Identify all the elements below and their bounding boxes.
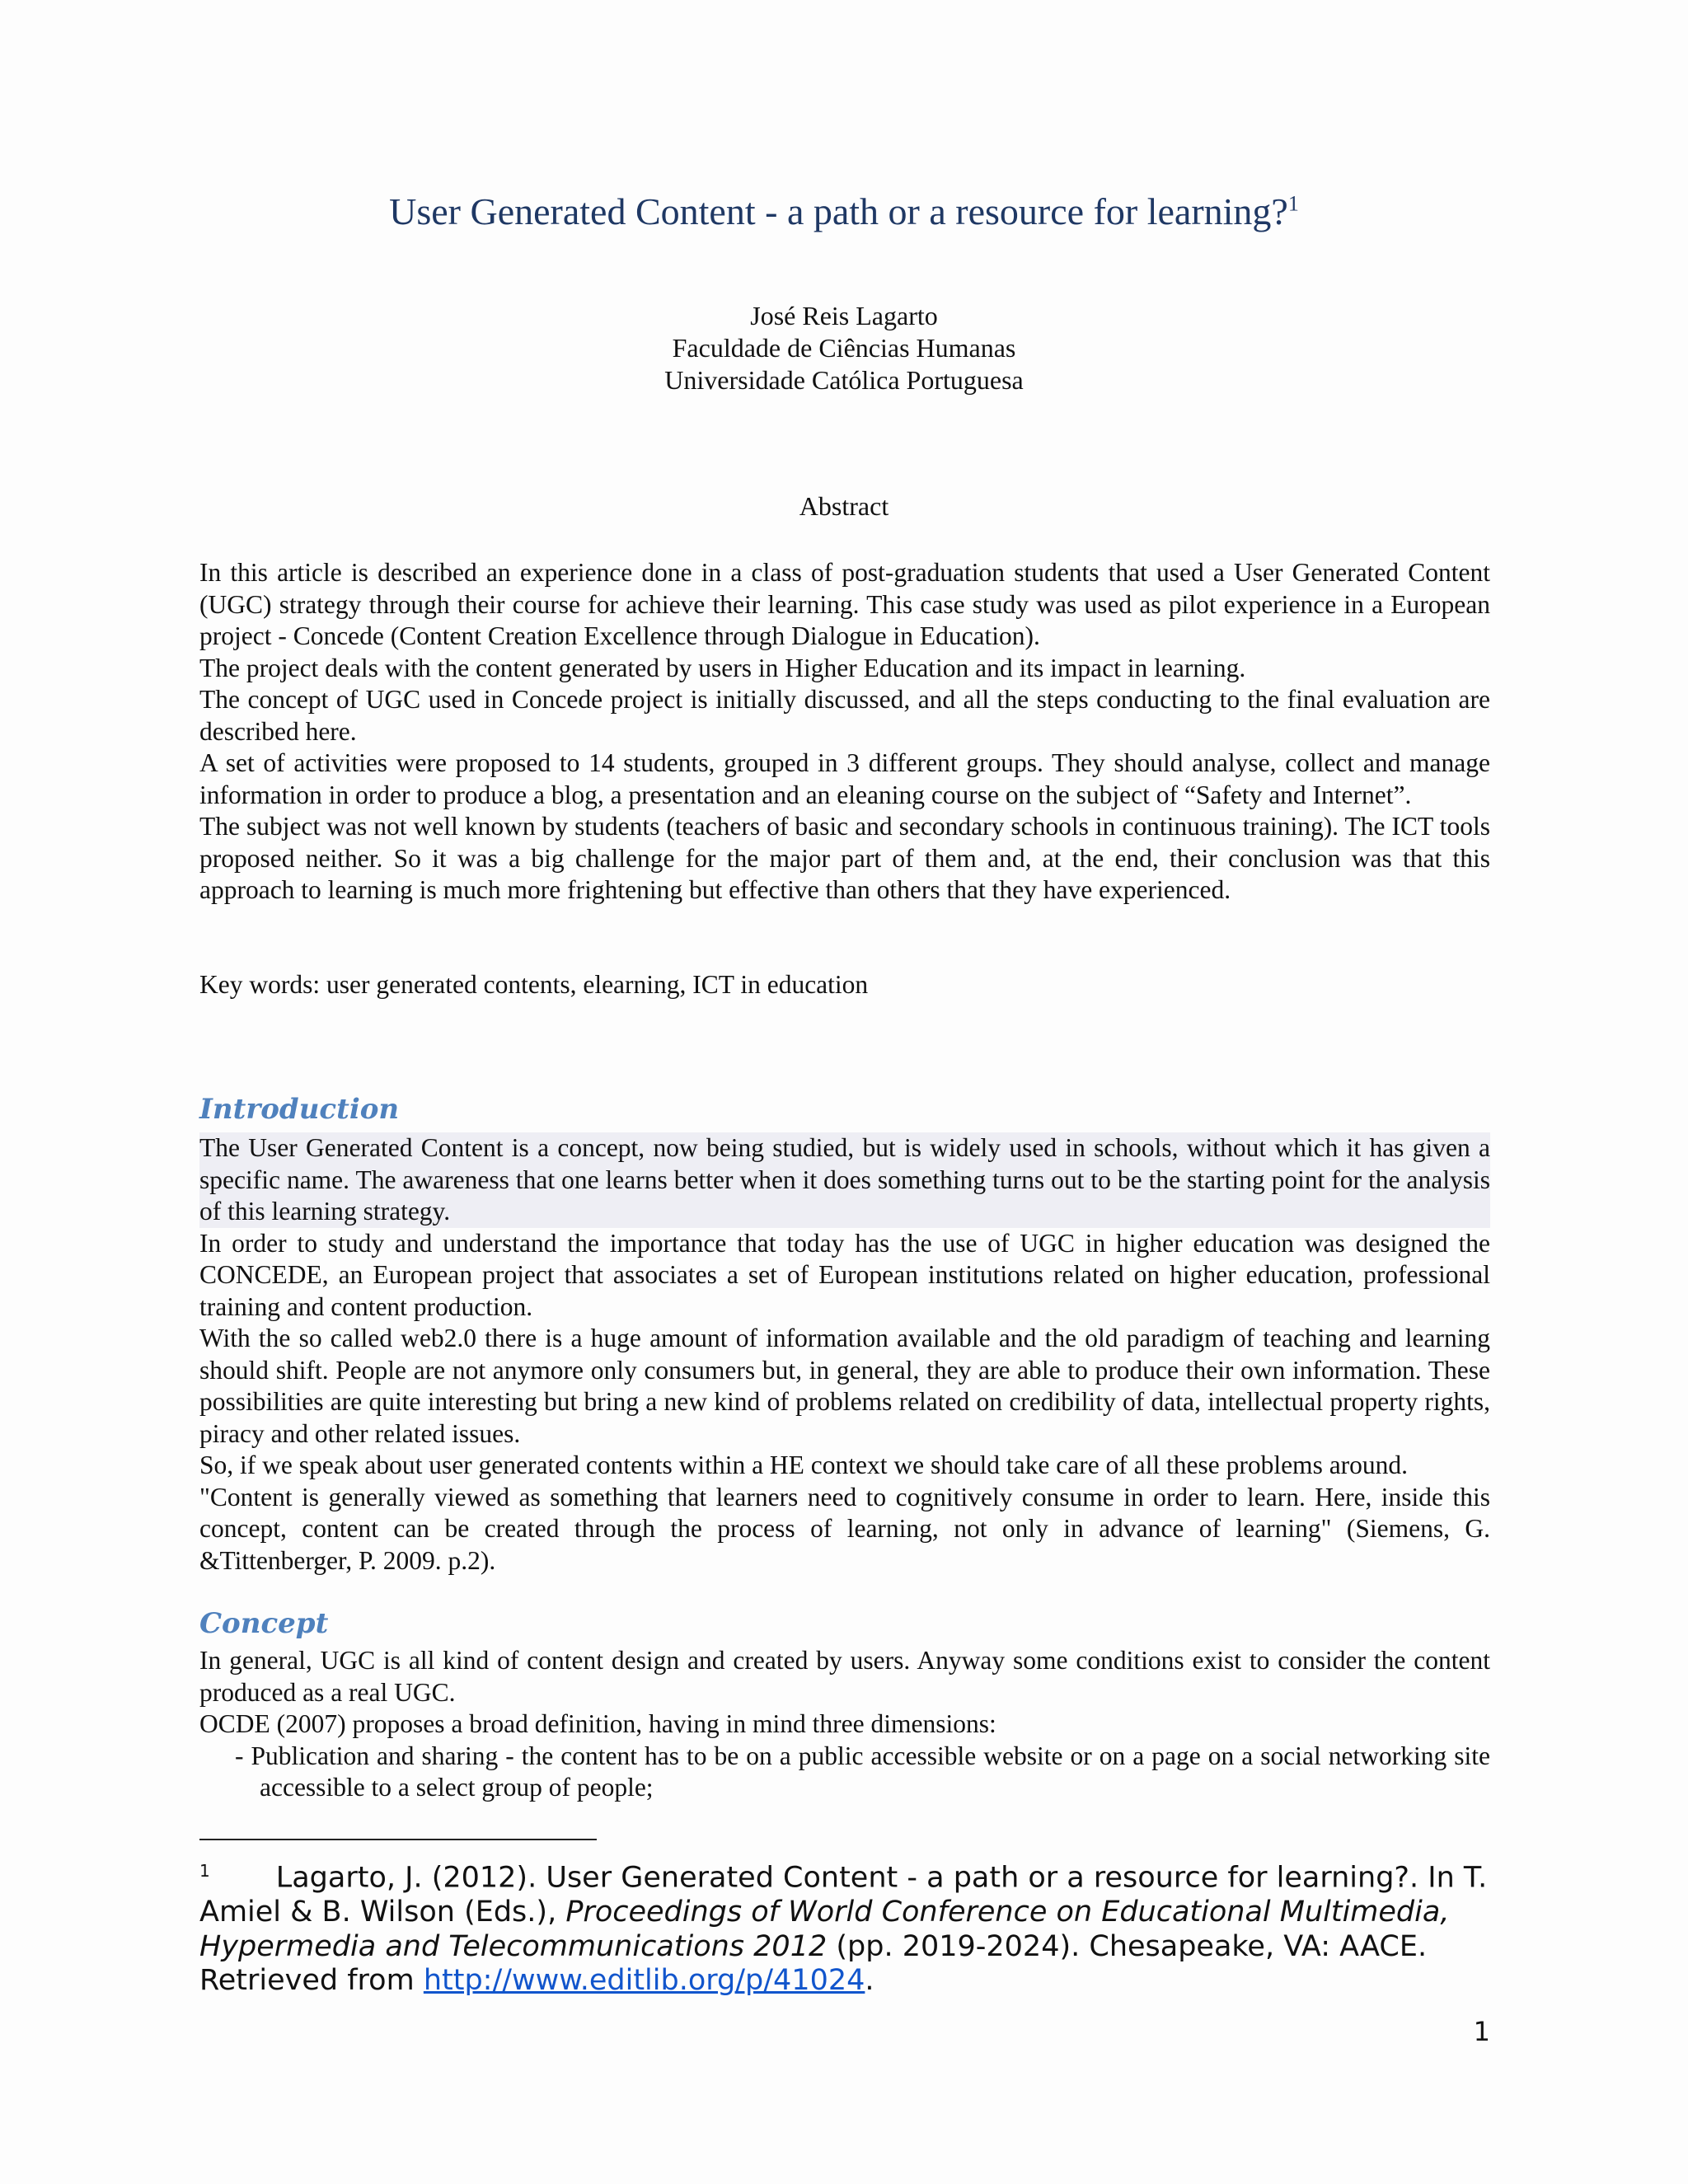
abstract-heading: Abstract [799,491,889,521]
introduction-heading: Introduction [199,1093,400,1126]
introduction-paragraph: "Content is generally viewed as something that learners need to cognitively consume in order to learn. Here, inside this concept, content can be created through the process of learning, not only in advance of learning" (Siemens, G. &Tittenberger, P. 2009. p.2). [199,1482,1490,1575]
keywords: Key words: user generated contents, elearning, ICT in education [199,970,869,999]
abstract-paragraph: The subject was not well known by students (teachers of basic and secondary schools in continuous training). The ICT tools proposed neither. So it was a big challenge for the major part of them and, at the end, their conclusion was that this approach to learning is much more frightening but effective than others that they have experienced. [199,812,1490,904]
introduction-body [199,1132,1490,1577]
author-university: Universidade Católica Portuguesa [664,365,1024,395]
abstract-paragraph: In this article is described an experience done in a class of post-graduation students that used a User Generated Content (UGC) strategy through their course for achieve their learning. This case study was used as pilot experience in a European project - Concede (Content Creation Excellence through Dialogue in Education). [199,558,1490,650]
footnote-separator [199,1839,597,1840]
abstract-body [199,557,1490,907]
concept-heading: Concept [199,1607,329,1640]
page-number: 1 [1473,2016,1490,2047]
author-faculty: Faculdade de Ciências Humanas [672,333,1016,363]
footnote-link[interactable]: http://www.editlib.org/p/41024 [423,1964,865,1998]
abstract-paragraph: A set of activities were proposed to 14 students, grouped in 3 different groups. They should analyse, collect and manage information in order to produce a blog, a presentation and an eleaning course on the subject of “Safety and Internet”. [199,748,1490,809]
footnote-marker: 1 [199,1861,210,1881]
footnote-proceedings-title: Proceedings of World Conference on Educational Multimedia, Hypermedia and Telecommunications 2012 [199,1896,1450,1963]
author-block [0,300,1688,396]
paper-title [0,190,1688,233]
concept-paragraph: OCDE (2007) proposes a broad definition, having in mind three dimensions: [199,1709,996,1738]
abstract-paragraph: The project deals with the content generated by users in Higher Education and its impact in learning. [199,653,1246,682]
introduction-paragraph: So, if we speak about user generated contents within a HE context we should take care of all these problems around. [199,1451,1409,1479]
introduction-paragraph: The User Generated Content is a concept, now being studied, but is widely used in schools, without which it has given a specific name. The awareness that one learns better when it does something turns out to be the starting point for the analysis of this learning strategy. [199,1132,1490,1228]
concept-paragraph: In general, UGC is all kind of content design and created by users. Anyway some conditions exist to consider the content produced as a real UGC. [199,1646,1490,1707]
concept-bullet-item: - Publication and sharing - the content has to be on a public accessible website or on a page on a social networking site accessible to a select group of people; [235,1741,1490,1802]
footnote [199,1854,1490,1999]
footnote-text-after: (pp. 2019-2024). Chesapeake, VA: AACE. Retrieved from [199,1929,1428,1998]
paper-title-text: User Generated Content - a path or a resource for learning? [389,190,1288,232]
abstract-paragraph: The concept of UGC used in Concede project is initially discussed, and all the steps conducting to the final evaluation are described here. [199,685,1490,746]
author-name: José Reis Lagarto [750,301,938,330]
concept-body [199,1645,1490,1804]
title-footnote-marker: 1 [1287,191,1299,216]
introduction-paragraph: With the so called web2.0 there is a huge amount of information available and the old paradigm of teaching and learning should shift. People are not anymore only consumers but, in general, they are able to produce their own information. These possibilities are quite interesting but bring a new kind of problems related on credibility of data, intellectual property rights, piracy and other related issues. [199,1324,1490,1448]
footnote-end: . [865,1964,874,1998]
introduction-paragraph: In order to study and understand the importance that today has the use of UGC in higher education was designed the CONCEDE, an European project that associates a set of European institutions related on higher education, professional training and content production. [199,1228,1490,1321]
footnote-text: Lagarto, J. (2012). User Generated Content - a path or a resource for learning?. In T. Amiel & B. Wilson (Eds.), [199,1861,1488,1929]
